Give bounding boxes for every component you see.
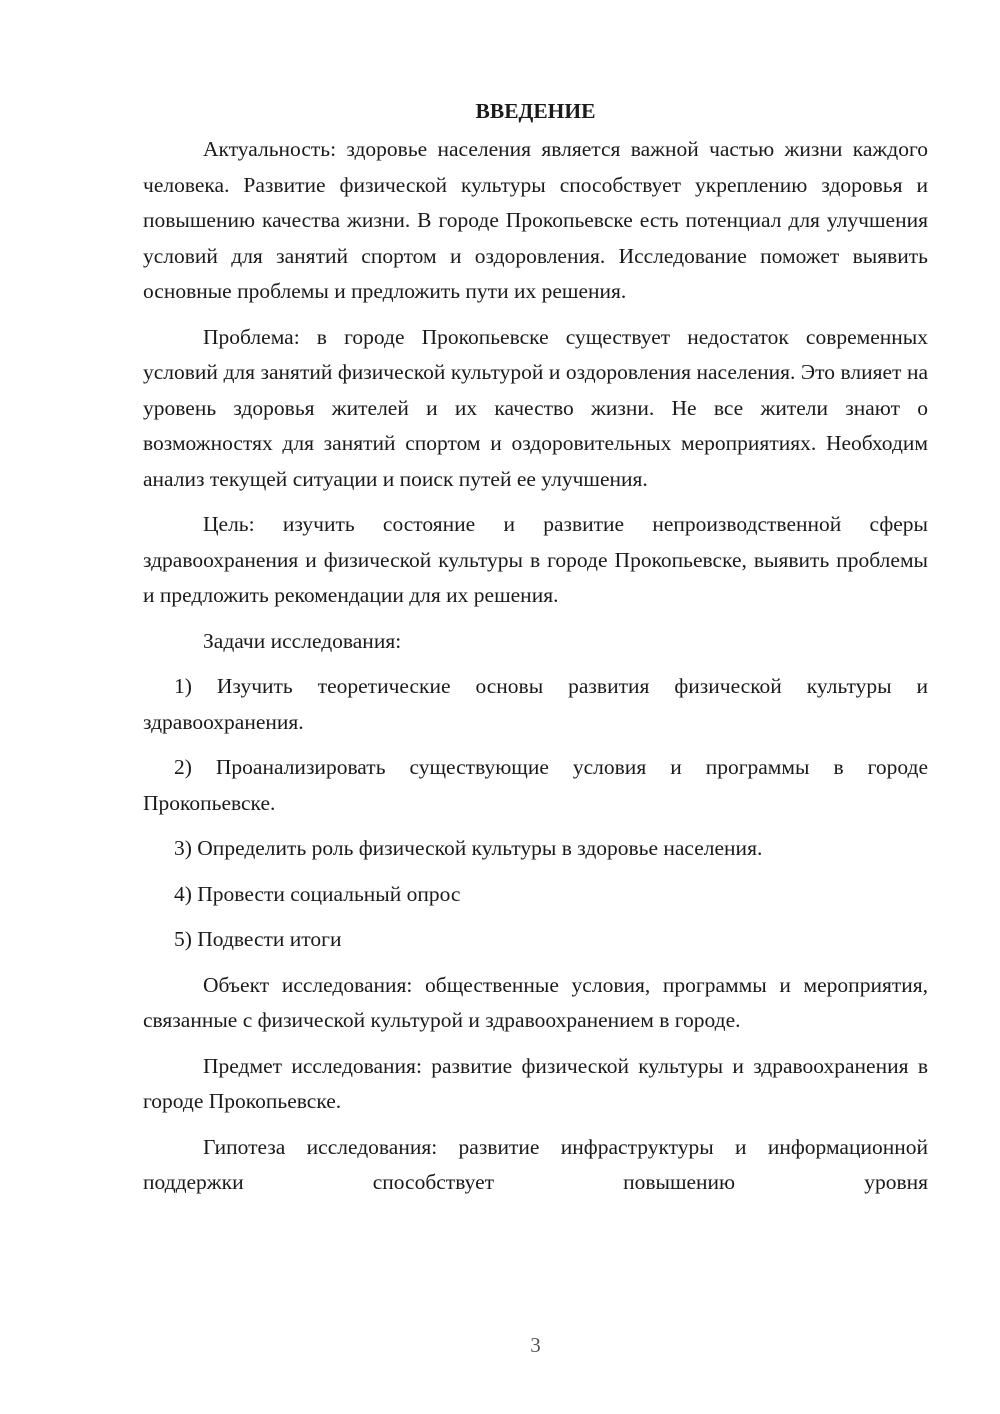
section-heading: ВВЕДЕНИЕ	[475, 99, 596, 123]
tasks-title: Задачи исследования:	[203, 628, 402, 653]
paragraph-problem: Проблема: в городе Прокопьевске существует недостаток современных условий для занятий физической культурой и оздоровления населения. Это влияет на уровень здоровья жителей и их качество жизни. Не все жители знают о возможностях для занятий спортом и оздоровительных мероприятиях. Необходим анализ текущей ситуации и поиск путей ее улучшения.	[143, 324, 928, 491]
paragraph-relevance: Актуальность: здоровье населения является важной частью жизни каждого человека. Развитие физической культуры способствует укреплению здоровья и повышению качества жизни. В городе Прокопьевске есть потенциал для улучшения условий для занятий спортом и оздоровления. Исследование поможет выявить основные проблемы и предложить пути их решения.	[143, 137, 928, 303]
document-page	[143, 94, 928, 1211]
task-item-5: 5) Подвести итоги	[174, 927, 342, 951]
paragraph-hypothesis: Гипотеза исследования: развитие инфраструктуры и информационной поддержки способствует повышению уровня	[143, 1134, 928, 1194]
paragraph-subject: Предмет исследования: развитие физической культуры и здравоохранения в городе Прокопьевске.	[143, 1053, 928, 1113]
task-item-1: 1) Изучить теоретические основы развития физической культуры и здравоохранения.	[143, 674, 928, 734]
paragraph-object: Объект исследования: общественные условия, программы и мероприятия, связанные с физической культурой и здравоохранением в городе.	[143, 972, 928, 1032]
task-item-4: 4) Провести социальный опрос	[174, 881, 461, 906]
task-item-2: 2) Проанализировать существующие условия и программы в городе Прокопьевске.	[143, 755, 928, 815]
task-item-3: 3) Определить роль физической культуры в здоровье населения.	[174, 836, 763, 860]
paragraph-goal: Цель: изучить состояние и развитие непроизводственной сферы здравоохранения и физической культуры в городе Прокопьевске, выявить проблемы и предложить рекомендации для их решения.	[143, 512, 928, 607]
page-number: 3	[530, 1333, 541, 1357]
